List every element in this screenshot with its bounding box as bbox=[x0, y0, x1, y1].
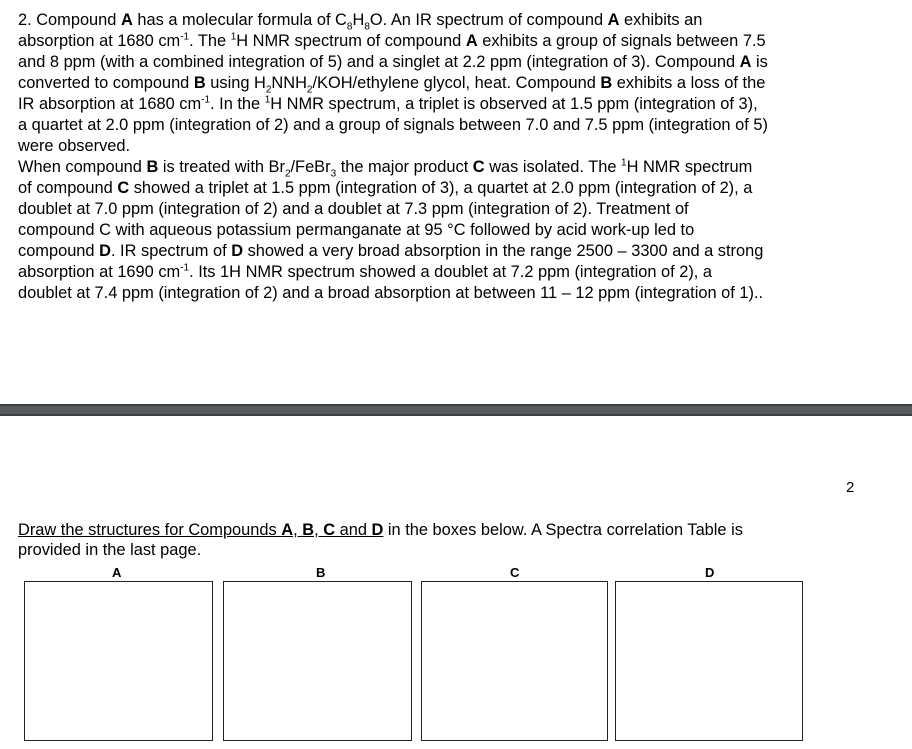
compound-ref: A bbox=[465, 32, 478, 50]
compound-d-ref: D bbox=[371, 521, 384, 539]
text-run: is treated with Br bbox=[158, 158, 285, 176]
text-run: O. An IR spectrum of compound bbox=[369, 11, 608, 29]
problem-line bbox=[18, 73, 898, 94]
problem-line bbox=[18, 52, 898, 73]
box-label-c: C bbox=[510, 565, 520, 580]
superscript: 1 bbox=[230, 31, 237, 43]
text-run: were observed. bbox=[18, 137, 131, 155]
problem-line bbox=[18, 157, 898, 178]
problem-statement bbox=[18, 10, 898, 304]
subscript: 2 bbox=[306, 84, 313, 96]
compound-ref: C bbox=[117, 179, 130, 197]
text-run: doublet at 7.0 ppm (integration of 2) and a doublet at 7.3 ppm (integration of 2). Treatment of bbox=[18, 200, 689, 218]
text-run: was isolated. The bbox=[484, 158, 621, 176]
text-run: H NMR spectrum, a triplet is observed at 1.5 ppm (integration of 3), bbox=[270, 95, 758, 113]
superscript: 1 bbox=[621, 157, 627, 169]
answer-box-b[interactable] bbox=[223, 581, 412, 741]
subscript: 2 bbox=[265, 84, 272, 96]
compound-ref: B bbox=[600, 74, 613, 92]
compound-ref: B bbox=[193, 74, 206, 92]
compound-ref: A bbox=[607, 11, 620, 29]
text-run: . The bbox=[189, 32, 231, 50]
page-number: 2 bbox=[846, 479, 855, 496]
text-run: /KOH/ethylene glycol, heat. Compound bbox=[312, 74, 601, 92]
compound-b-ref: B bbox=[302, 521, 315, 539]
problem-line bbox=[18, 136, 898, 157]
text-run: /FeBr bbox=[290, 158, 331, 176]
box-label-a: A bbox=[112, 565, 122, 580]
text-run: H NMR spectrum of compound bbox=[236, 32, 466, 50]
subscript: 8 bbox=[346, 21, 353, 33]
compound-ref: D bbox=[99, 242, 111, 260]
text-run: of compound bbox=[18, 179, 118, 197]
text-run: compound C with aqueous potassium permanganate at 95 °C followed by acid work-up led to bbox=[18, 221, 695, 239]
text-run: IR absorption at 1680 cm bbox=[18, 95, 202, 113]
answer-box-a[interactable] bbox=[24, 581, 213, 741]
superscript: 1 bbox=[264, 94, 271, 106]
compound-ref: C bbox=[472, 158, 485, 176]
and-word: and bbox=[335, 521, 372, 539]
box-label-d: D bbox=[705, 565, 715, 580]
instructions-line-1 bbox=[18, 520, 743, 540]
problem-line bbox=[18, 10, 898, 31]
problem-line bbox=[18, 241, 898, 262]
problem-line bbox=[18, 178, 898, 199]
problem-line bbox=[18, 262, 898, 283]
instructions-prefix: Draw the structures for Compounds bbox=[18, 521, 282, 539]
compound-c-ref: C bbox=[323, 521, 336, 539]
text-run: converted to compound bbox=[18, 74, 194, 92]
box-label-b: B bbox=[316, 565, 326, 580]
text-run: exhibits a loss of the bbox=[612, 74, 766, 92]
text-run: absorption at 1680 cm bbox=[18, 32, 181, 50]
superscript: -1 bbox=[201, 94, 211, 106]
text-run: showed a very broad absorption in the range 2500 – 3300 and a strong bbox=[243, 242, 764, 260]
instructions bbox=[18, 520, 743, 560]
problem-line bbox=[18, 94, 898, 115]
text-run: compound bbox=[18, 242, 100, 260]
problem-line bbox=[18, 31, 898, 52]
text-run: absorption at 1690 cm bbox=[18, 263, 181, 281]
compound-ref: D bbox=[231, 242, 244, 260]
text-run: showed a triplet at 1.5 ppm (integration of 3), a quartet at 2.0 ppm (integration of 2), a bbox=[129, 179, 753, 197]
text-run: a quartet at 2.0 ppm (integration of 2) and a group of signals between 7.0 and 7.5 ppm (integration of 5) bbox=[18, 116, 768, 134]
superscript: -1 bbox=[180, 262, 190, 274]
problem-line bbox=[18, 283, 898, 304]
compound-ref: B bbox=[146, 158, 159, 176]
text-run: When compound bbox=[18, 158, 147, 176]
text-run: . Its 1H NMR spectrum showed a doublet at 7.2 ppm (integration of 2), a bbox=[189, 263, 713, 281]
page-break-divider bbox=[0, 404, 912, 416]
problem-line bbox=[18, 220, 898, 241]
instructions-suffix: in the boxes below. A Spectra correlation Table is bbox=[383, 521, 743, 539]
text-run: using H bbox=[205, 74, 266, 92]
problem-line bbox=[18, 115, 898, 136]
subscript: 8 bbox=[364, 21, 370, 33]
text-run: H bbox=[352, 11, 365, 29]
instructions-line-2: provided in the last page. bbox=[18, 541, 202, 559]
text-run: 2. Compound bbox=[18, 11, 121, 29]
instructions-underlined bbox=[18, 521, 383, 539]
superscript: -1 bbox=[180, 31, 190, 43]
answer-box-d[interactable] bbox=[615, 581, 803, 741]
subscript: 2 bbox=[284, 168, 291, 180]
text-run: . IR spectrum of bbox=[110, 242, 232, 260]
answer-box-c[interactable] bbox=[421, 581, 608, 741]
text-run: doublet at 7.4 ppm (integration of 2) and a broad absorption at between 11 – 12 ppm (integration of 1).. bbox=[18, 284, 764, 302]
problem-line bbox=[18, 199, 898, 220]
text-run: NNH bbox=[271, 74, 307, 92]
text-run: the major product bbox=[336, 158, 473, 176]
separator: , bbox=[314, 521, 324, 539]
subscript: 3 bbox=[330, 168, 337, 180]
text-run: is bbox=[751, 53, 768, 71]
text-run: . In the bbox=[210, 95, 265, 113]
text-run: H NMR spectrum bbox=[626, 158, 753, 176]
separator: , bbox=[293, 521, 303, 539]
text-run: exhibits an bbox=[619, 11, 703, 29]
compound-ref: A bbox=[120, 11, 133, 29]
text-run: exhibits a group of signals between 7.5 bbox=[477, 32, 766, 50]
text-run: and 8 ppm (with a combined integration of 5) and a singlet at 2.2 ppm (integration of 3). Compound bbox=[18, 53, 740, 71]
compound-a-ref: A bbox=[281, 521, 294, 539]
compound-ref: A bbox=[739, 53, 752, 71]
text-run: has a molecular formula of C bbox=[132, 11, 347, 29]
